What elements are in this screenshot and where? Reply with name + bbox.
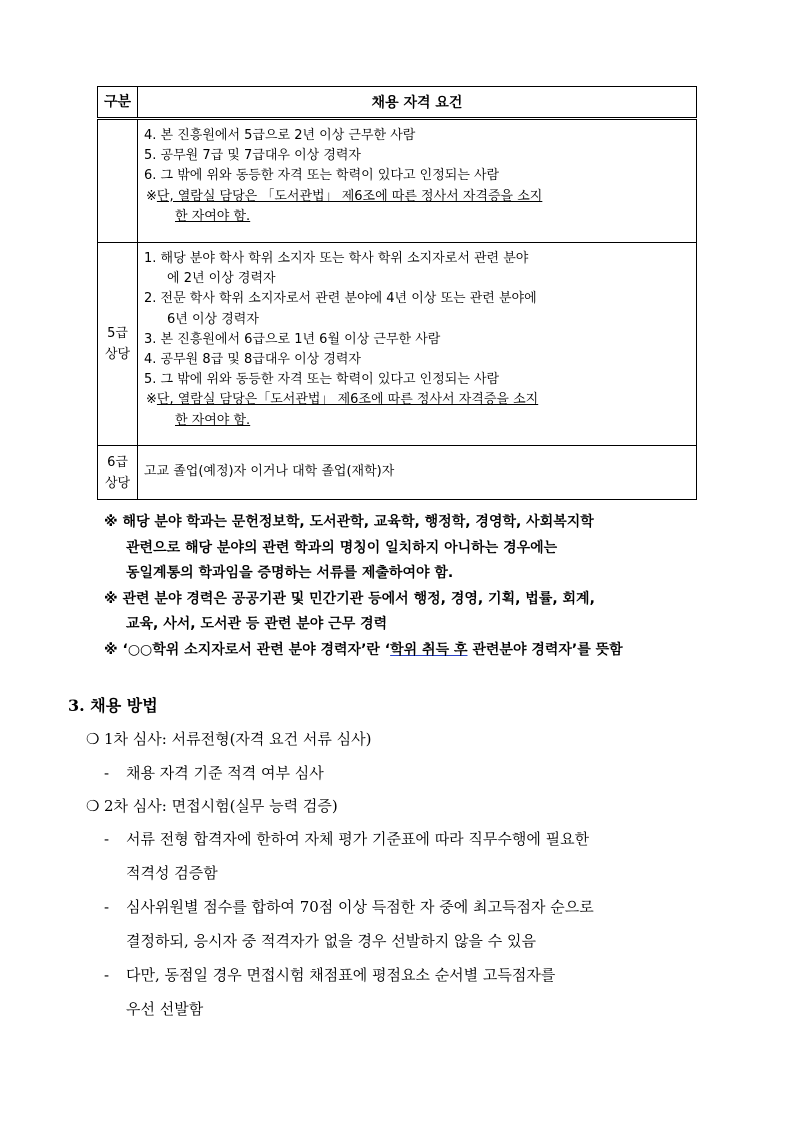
requirement-item: 3. 본 진흥원에서 6급으로 1년 6월 이상 근무한 사람 bbox=[144, 331, 441, 347]
table-header-requirements: 채용 자격 요건 bbox=[138, 87, 697, 119]
category-equivalent: 상당 bbox=[104, 475, 131, 491]
row-requirements bbox=[138, 119, 697, 243]
note-text-cont: 한 자여야 함. bbox=[175, 208, 251, 224]
note-text-cont: 한 자여야 함. bbox=[175, 412, 251, 428]
note-item: ※ 관련 분야 경력은 공공기관 및 민간기관 등에서 행정, 경영, 기획, 법률, 회계, 교육, 사서, 도서관 등 관련 분야 근무 경력 bbox=[104, 590, 595, 632]
note-mark: ※ bbox=[104, 641, 118, 658]
dash-bullet: - bbox=[104, 764, 110, 782]
category-equivalent: 상당 bbox=[104, 347, 131, 362]
dash-bullet: - bbox=[104, 898, 110, 916]
requirement-note bbox=[144, 187, 690, 227]
step-detail: - 다만, 동점일 경우 면접시험 채점표에 평점요소 순서별 고득점자를 우선 선발함 bbox=[104, 958, 724, 1026]
dash-bullet: - bbox=[104, 966, 110, 984]
note-mark: ※ bbox=[104, 514, 118, 530]
circle-bullet-icon: ❍ bbox=[86, 797, 100, 815]
row-category bbox=[98, 243, 138, 446]
section-title: 3. 채용 방법 bbox=[68, 696, 158, 715]
category-grade: 5급 bbox=[107, 326, 128, 341]
table-row bbox=[98, 243, 697, 446]
table-row bbox=[98, 119, 697, 243]
dash-bullet: - bbox=[104, 830, 110, 848]
note-text: 단, 열람실 담당은「도서관법」 제6조에 따른 정사서 자격증을 소지 bbox=[156, 392, 539, 408]
requirement-item: 5. 공무원 7급 및 7급대우 이상 경력자 bbox=[144, 148, 361, 164]
underlined-phrase: 학위 취득 후 bbox=[390, 641, 468, 658]
table-row bbox=[98, 446, 697, 500]
requirement-item: 6. 그 밖에 위와 동등한 자격 또는 학력이 있다고 인정되는 사람 bbox=[144, 168, 500, 184]
step-heading: ❍ 2차 심사: 면접시험(실무 능력 검증) bbox=[86, 797, 338, 815]
row-category bbox=[98, 446, 138, 500]
qualification-table bbox=[97, 86, 697, 500]
requirement-item: 5. 그 밖에 위와 동등한 자격 또는 학력이 있다고 인정되는 사람 bbox=[144, 372, 500, 388]
note-text: 단, 열람실 담당은 「도서관법」 제6조에 따른 정사서 자격증을 소지 bbox=[156, 188, 543, 204]
note-mark: ※ bbox=[146, 392, 157, 408]
circle-bullet-icon: ❍ bbox=[86, 730, 100, 748]
row-requirements bbox=[138, 243, 697, 446]
note-item: ※ 해당 분야 학과는 문헌정보학, 도서관학, 교육학, 행정학, 경영학, 사회복지학 관련으로 해당 분야의 관련 학과의 명칭이 일치하지 아니하는 경우에는 동일계통의 학과임을 증명하는 서류를 제출하여야 함. bbox=[104, 514, 594, 581]
requirement-item: 2. 전문 학사 학위 소지자로서 관련 분야에 4년 이상 또는 관련 분야에 6년 이상 경력자 bbox=[144, 291, 537, 327]
requirement-item: 1. 해당 분야 학사 학위 소지자 또는 학사 학위 소지자로서 관련 분야 에 2년 이상 경력자 bbox=[144, 251, 529, 287]
note-mark: ※ bbox=[104, 590, 118, 607]
requirement-item: 4. 공무원 8급 및 8급대우 이상 경력자 bbox=[144, 352, 361, 368]
requirement-item: 4. 본 진흥원에서 5급으로 2년 이상 근무한 사람 bbox=[144, 128, 416, 143]
requirement-note bbox=[144, 390, 690, 430]
note-item: ※ ‘○○학위 소지자로서 관련 분야 경력자’란 ‘학위 취득 후 관련분야 경력자’를 뜻함 bbox=[104, 641, 623, 658]
step-detail: - 채용 자격 기준 적격 여부 심사 bbox=[104, 756, 724, 790]
notes-block bbox=[104, 510, 724, 663]
row-requirements: 고교 졸업(예정)자 이거나 대학 졸업(재학)자 bbox=[138, 446, 697, 500]
step-detail: - 서류 전형 합격자에 한하여 자체 평가 기준표에 따라 직무수행에 필요한 적격성 검증함 bbox=[104, 822, 724, 890]
table-header-category: 구분 bbox=[98, 87, 138, 119]
step-heading: ❍ 1차 심사: 서류전형(자격 요건 서류 심사) bbox=[86, 730, 372, 748]
note-mark: ※ bbox=[146, 188, 157, 204]
row-category bbox=[98, 119, 138, 243]
step-detail: - 심사위원별 점수를 합하여 70점 이상 득점한 자 중에 최고득점자 순으로 결정하되, 응시자 중 적격자가 없을 경우 선발하지 않을 수 있음 bbox=[104, 890, 724, 958]
category-grade: 6급 bbox=[107, 454, 128, 470]
